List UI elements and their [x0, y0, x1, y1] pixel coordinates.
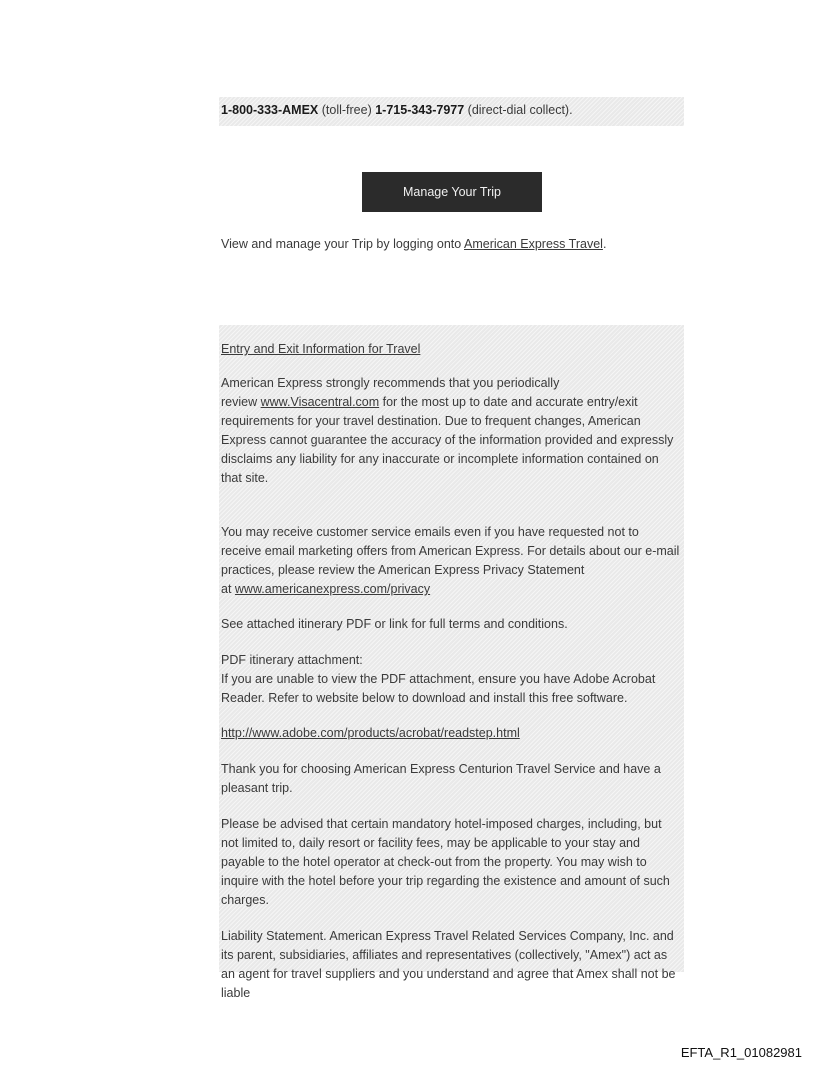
hotel-charges-text: Please be advised that certain mandatory hotel-imposed charges, including, but not limited to, daily resort or facility fees, may be applicable to your stay and payable to the hotel operator at check-out from the property. You may wish to inquire with the hotel before your trip regarding the existence and amount of such charges.: [221, 817, 670, 907]
privacy-text: You may receive customer service emails even if you have requested not to receive email marketing offers from American Express. For details about our e-mail practices, please review the American Express Privacy Statement: [221, 525, 680, 577]
entry-exit-heading-link[interactable]: Entry and Exit Information for Travel: [221, 342, 421, 356]
entry-exit-paragraph: [221, 374, 682, 488]
pdf-line2: If you are unable to view the PDF attachment, ensure you have Adobe Acrobat Reader. Refer to website below to download and install this free software.: [221, 672, 656, 705]
collect-number: 1-715-343-7977: [375, 103, 465, 117]
thank-you-text: Thank you for choosing American Express Centurion Travel Service and have a pleasant trip.: [221, 762, 661, 795]
amex-privacy-link[interactable]: www.americanexpress.com/privacy: [234, 582, 431, 596]
entry-review-word: review: [221, 395, 261, 409]
privacy-paragraph: [221, 523, 682, 599]
liability-statement-text: Liability Statement. American Express Travel Related Services Company, Inc. and its parent, subsidiaries, affiliates and representatives (collectively, "Amex") act as an agent for travel suppliers and you understand and agree that Amex shall not be liable: [221, 929, 676, 1000]
manage-trip-text: [221, 234, 691, 254]
phone-contact-bar: [219, 97, 684, 126]
privacy-at-word: at: [221, 582, 235, 596]
manage-trip-prefix: View and manage your Trip by logging onto: [221, 237, 464, 251]
pdf-line1: PDF itinerary attachment:: [221, 653, 363, 667]
attached-itinerary-text: See attached itinerary PDF or link for full terms and conditions.: [221, 617, 568, 631]
entry-rest: for the most up to date and accurate entry/exit requirements for your travel destination. Due to frequent changes, American Express cannot guarantee the accuracy of the information provided and expressly disclaims any liability for any inaccurate or incomplete information contained on that site.: [221, 395, 674, 485]
entry-line1: American Express strongly recommends that you periodically: [221, 376, 560, 390]
collect-label: (direct-dial collect).: [464, 103, 573, 117]
toll-free-number: 1-800-333-AMEX: [221, 103, 319, 117]
manage-trip-suffix: .: [602, 237, 607, 251]
pdf-paragraph: [221, 651, 682, 708]
itinerary-terms-block: [219, 325, 684, 1000]
adobe-download-link[interactable]: http://www.adobe.com/products/acrobat/readstep.html: [221, 726, 520, 740]
american-express-travel-link[interactable]: American Express Travel: [464, 237, 603, 251]
manage-your-trip-button[interactable]: Manage Your Trip: [362, 172, 542, 212]
document-id: EFTA_R1_01082981: [680, 1045, 802, 1060]
visacentral-link[interactable]: www.Visacentral.com: [260, 395, 380, 409]
toll-free-label: (toll-free): [318, 103, 376, 117]
